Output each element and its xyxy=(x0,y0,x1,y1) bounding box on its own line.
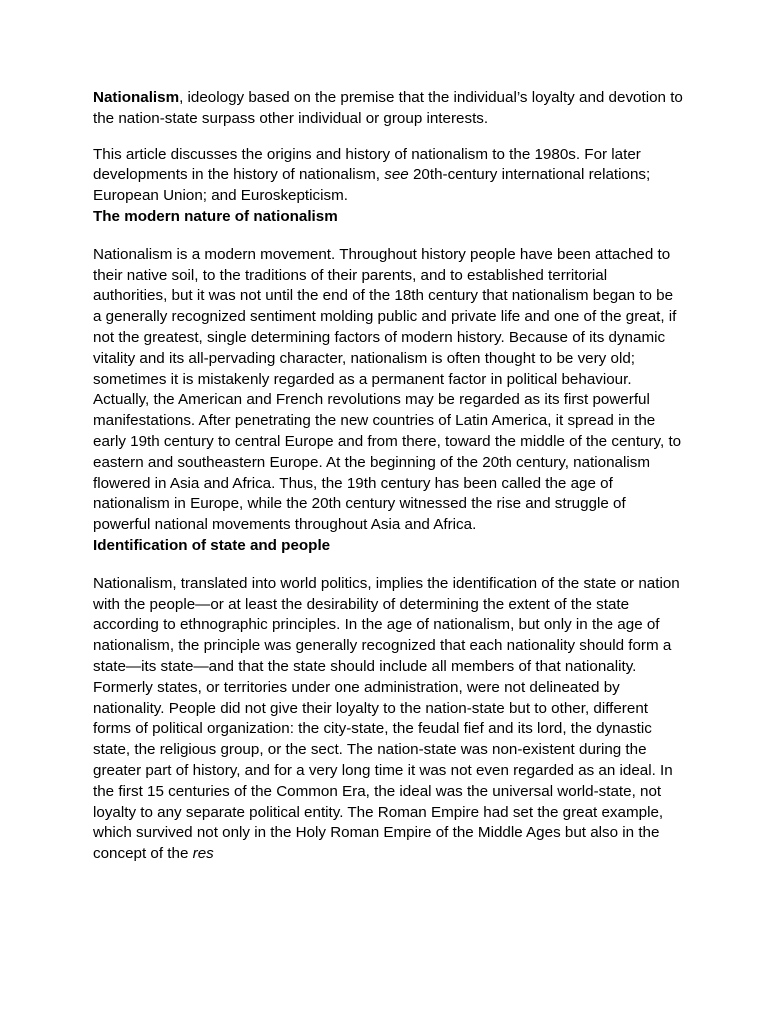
section-heading-identification: Identification of state and people xyxy=(93,536,331,554)
lead-term: Nationalism xyxy=(93,89,180,106)
scope-see: see xyxy=(384,166,409,184)
identification-text: Nationalism, translated into world politics, implies the identification of the state or nation with the people—or at least the desirability of determining the extent of the state according to ethnographic principles. In the age of nationalism, but only in the age of nationalism, the principle was generally recognized that each nationality should form a state—its state—and that the state should include all members of that nationality. Formerly states, or territories under one administration, were not delineated by nationality. People did not give their loyalty to the nation-state but to other, different forms of political organization: the city-state, the feudal fief and its lord, the dynastic state, the religious group, or the sect. The nation-state was non-existent during the greater part of history, and for a very long time it was not even regarded as an ideal. In the first 15 centuries of the Common Era, the ideal was the universal world-state, not loyalty to any separate political entity. The Roman Empire had set the great example, which survived not only in the Holy Roman Empire of the Middle Ages but also in the concept of the xyxy=(93,574,680,863)
section-body-identification xyxy=(93,574,683,865)
scope-text-before: This article discusses the origins and history of nationalism to the 1980s. For later developments in the history of nationalism, xyxy=(93,145,641,184)
intro-definition: , ideology based on the premise that the individual’s loyalty and devotion to the nation-state surpass other individual or group interests. xyxy=(93,89,683,127)
identification-trailing-italic: res xyxy=(192,845,214,863)
scope-text-after: 20th-century international relations; European Union; and Euroskepticism. xyxy=(93,166,651,205)
scope-paragraph xyxy=(93,145,683,207)
document-page xyxy=(93,88,683,865)
section-body-modern-nature: Nationalism is a modern movement. Throughout history people have been attached to their native soil, to the traditions of their parents, and to established territorial authorities, but it was not until the end of the 18th century that nationalism began to be a generally recognized sentiment molding public and private life and one of the great, if not the greatest, single determining factors of modern history. Because of its dynamic vitality and its all-pervading character, nationalism is often thought to be very old; sometimes it is mistakenly regarded as a permanent factor in political behaviour. Actually, the American and French revolutions may be regarded as its first powerful manifestations. After penetrating the new countries of Latin America, it spread in the early 19th century to central Europe and from there, toward the middle of the century, to eastern and southeastern Europe. At the beginning of the 20th century, nationalism flowered in Asia and Africa. Thus, the 19th century has been called the age of nationalism in Europe, while the 20th century witnessed the rise and struggle of powerful national movements throughout Asia and Africa. xyxy=(93,245,682,534)
section-heading-modern-nature: The modern nature of nationalism xyxy=(93,207,338,225)
intro-paragraph xyxy=(93,88,683,130)
